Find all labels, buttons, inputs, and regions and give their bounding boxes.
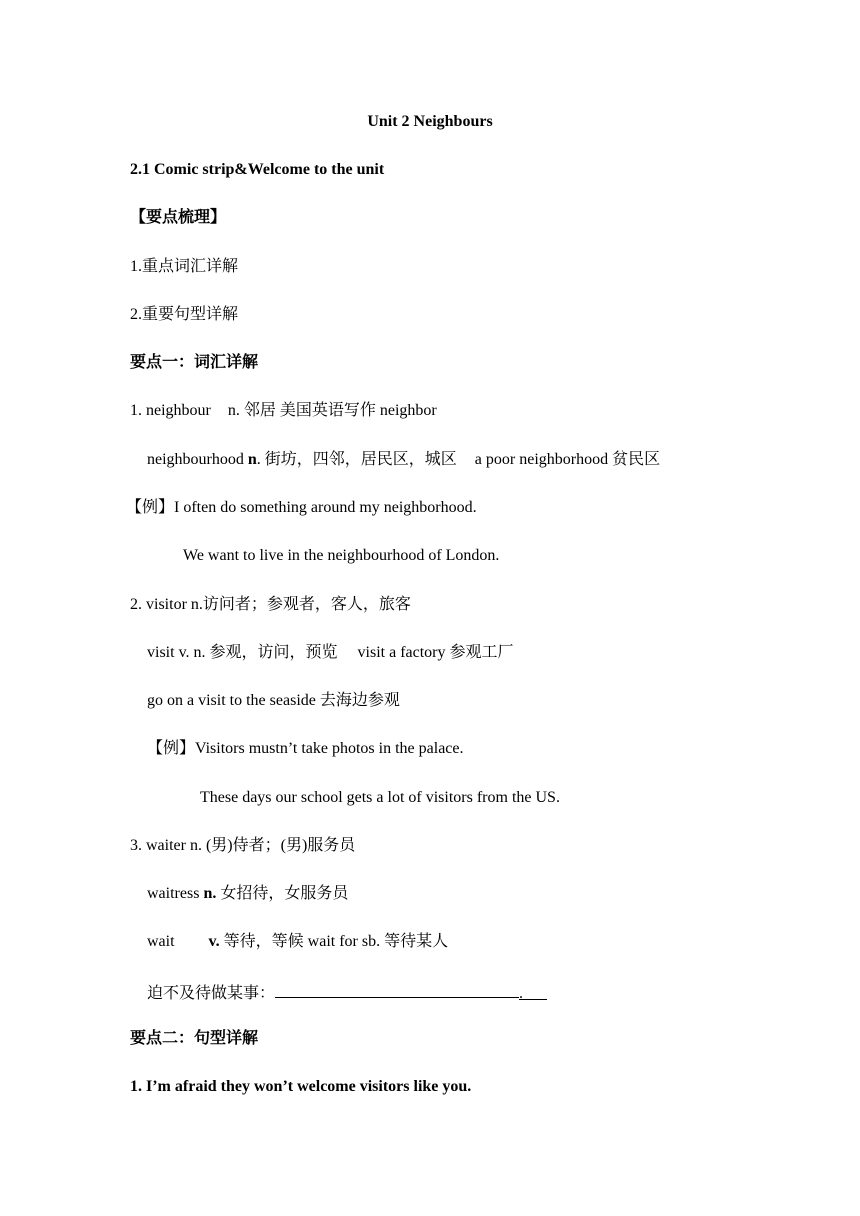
example-sentence: Visitors mustn’t take photos in the palace.	[195, 740, 464, 757]
section-heading: 2.1 Comic strip&Welcome to the unit	[130, 161, 385, 178]
word3-verb-definition: 等待，等候 wait for sb. 等待某人	[219, 933, 449, 950]
word1-definition: n. 邻居 美国英语写作 neighbor	[227, 402, 437, 419]
word2-line2	[147, 643, 514, 663]
word1-line2	[147, 450, 660, 470]
point2-heading: 要点二：句型详解	[130, 1030, 259, 1047]
word3-line2	[147, 884, 348, 904]
example-sentence: I often do something around my neighborhood.	[174, 499, 477, 516]
word2-line1: 2. visitor n.访问者；参观者，客人，旅客	[130, 596, 411, 613]
word1-derived-term: neighbourhood	[147, 451, 244, 468]
word3-definition: 女招待，女服务员	[216, 885, 349, 902]
word1-derived-definition: . 街坊，四邻，居民区，城区	[256, 451, 457, 468]
word2-line3: go on a visit to the seaside 去海边参观	[147, 692, 400, 709]
example-label: 【例】	[126, 499, 175, 516]
document-title: Unit 2 Neighbours	[367, 113, 493, 130]
blank-period: .	[519, 985, 524, 1002]
word1-pos: n	[247, 451, 257, 468]
word2-example-1	[147, 739, 464, 759]
word2-related-term: visit v. n. 参观，访问，预览	[147, 644, 338, 661]
outline-item-2: 2.重要句型详解	[130, 306, 239, 323]
word1-phrase: a poor neighborhood 贫民区	[474, 451, 661, 468]
answer-blank	[275, 982, 519, 998]
word3-fill-blank	[147, 982, 547, 1004]
word3-pos: n.	[203, 885, 217, 902]
sentence-1: 1. I’m afraid they won’t welcome visitors like you.	[130, 1078, 472, 1095]
word3-related-term: waitress	[147, 885, 200, 902]
word3-line1: 3. waiter n. (男)侍者；(男)服务员	[130, 837, 356, 854]
fill-blank-label: 迫不及待做某事：	[147, 985, 276, 1002]
point1-heading: 要点一：词汇详解	[130, 354, 259, 371]
summary-heading: 【要点梳理】	[130, 209, 227, 226]
word3-verb: wait	[147, 933, 175, 950]
word1-example-2: We want to live in the neighbourhood of London.	[183, 547, 500, 564]
outline-item-1: 1.重点词汇详解	[130, 258, 239, 275]
word3-verb-pos: v.	[208, 933, 220, 950]
word1-line1	[130, 401, 437, 421]
word1-term: 1. neighbour	[130, 402, 211, 419]
word2-phrase: visit a factory 参观工厂	[357, 644, 514, 661]
answer-blank-end	[519, 984, 547, 1000]
word3-line3	[147, 932, 448, 952]
word2-example-2: These days our school gets a lot of visitors from the US.	[200, 789, 560, 806]
example-label: 【例】	[147, 740, 196, 757]
word1-example-1	[126, 498, 477, 518]
